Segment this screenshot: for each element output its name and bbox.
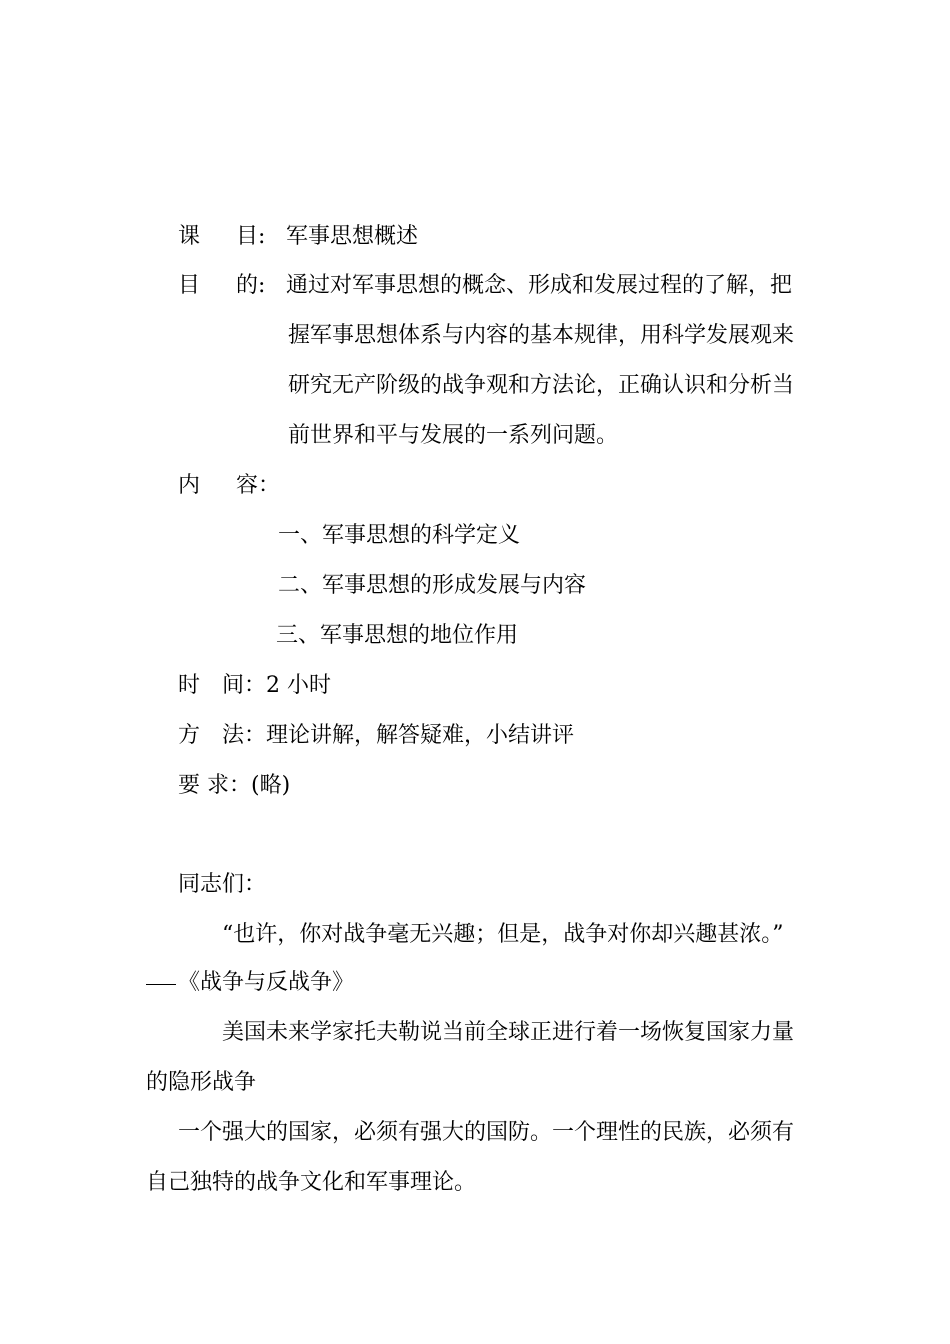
time-row [178, 671, 331, 701]
purpose-line-3: 研究无产阶级的战争观和方法论，正确认识和分析当 [288, 373, 795, 398]
para2-line-2: 自己独特的战争文化和军事理论。 [146, 1170, 477, 1195]
para2-line-1: 一个强大的国家，必须有强大的国防。一个理性的民族，必须有 [178, 1120, 795, 1145]
para1-line-1: 美国未来学家托夫勒说当前全球正进行着一场恢复国家力量 [222, 1020, 795, 1045]
quote-source-line [146, 968, 354, 998]
purpose-label-b: 的: [236, 273, 266, 298]
method-row [178, 721, 574, 751]
time-value: 2 小时 [266, 673, 332, 698]
method-label: 方 法： [178, 723, 267, 748]
course-label-b: 目: [236, 224, 266, 249]
purpose-line-1: 通过对军事思想的概念、形成和发展过程的了解，把 [286, 273, 793, 298]
purpose-line-4: 前世界和平与发展的一系列问题。 [288, 423, 619, 448]
purpose-label-a: 目 [178, 273, 201, 298]
content-label-a: 内 [178, 473, 201, 498]
greeting: 同志们： [178, 872, 267, 897]
requirement-value: (略) [251, 773, 291, 798]
course-label-a: 课 [178, 224, 201, 249]
method-value: 理论讲解，解答疑难，小结讲评 [266, 723, 575, 748]
quote: “也许，你对战争毫无兴趣；但是，战争对你却兴趣甚浓。” [222, 922, 784, 947]
quote-source: 《战争与反战争》 [178, 970, 355, 995]
purpose-row [0, 271, 950, 301]
quote-dash [146, 984, 176, 985]
course-value: 军事思想概述 [286, 224, 419, 249]
course-row [0, 222, 950, 252]
content-item-2: 二、军事思想的形成发展与内容 [278, 573, 587, 598]
content-label-b: 容： [236, 473, 281, 498]
requirement-label: 要 求： [178, 773, 251, 798]
requirement-row [178, 771, 290, 801]
content-item-3: 三、军事思想的地位作用 [276, 623, 519, 648]
purpose-line-2: 握军事思想体系与内容的基本规律，用科学发展观来 [288, 323, 795, 348]
para1-line-2: 的隐形战争 [146, 1070, 257, 1095]
time-label: 时 间： [178, 673, 267, 698]
content-item-1: 一、军事思想的科学定义 [278, 523, 521, 548]
content-row [0, 471, 950, 501]
